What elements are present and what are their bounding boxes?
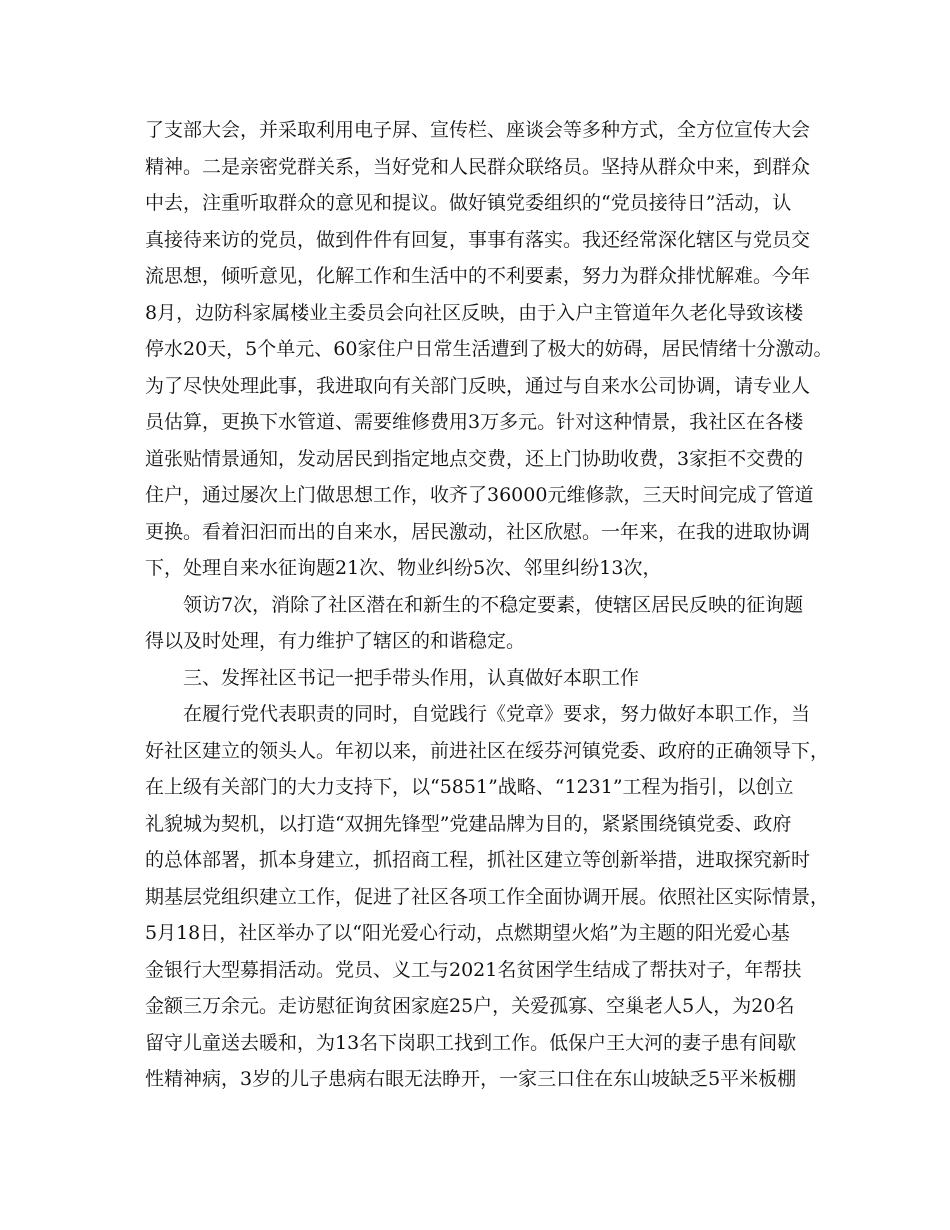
body-line: 道张贴情景通知，发动居民到指定地点交费，还上门协助收费，3家拒不交费的 xyxy=(145,447,804,470)
body-line: 停水20天，5个单元、60家住户日常生活遭到了极大的妨碍，居民情绪十分激动。 xyxy=(145,338,833,360)
body-line: 金银行大型募捐活动。党员、义工与2021名贫困学生结成了帮扶对子，年帮扶 xyxy=(145,958,802,981)
body-line: 的总体部署，抓本身建立，抓招商工程，抓社区建立等创新举措，进取探究新时 xyxy=(145,849,811,871)
paragraph-start-line: 在履行党代表职责的同时，自觉践行《党章》要求，努力做好本职工作，当 xyxy=(183,703,811,725)
body-line: 期基层党组织建立工作，促进了社区各项工作全面协调开展。依照社区实际情景， xyxy=(145,885,830,908)
body-line: 性精神病，3岁的儿子患病右眼无法睁开，一家三口住在东山坡缺乏5平米板棚 xyxy=(145,1068,797,1090)
paragraph-start-line: 领访7次，消除了社区潜在和新生的不稳定要素，使辖区居民反映的征询题 xyxy=(183,593,804,616)
body-line: 为了尽快处理此事，我进取向有关部门反映，通过与自来水公司协调，请专业人 xyxy=(145,374,811,397)
body-line: 礼貌城为契机，以打造“双拥先锋型”党建品牌为目的，紧紧围绕镇党委、政府 xyxy=(145,812,792,835)
body-line: 更换。看着汩汩而出的自来水，居民激动，社区欣慰。一年来，在我的进取协调 xyxy=(145,520,811,543)
body-line: 留守儿童送去暖和，为13名下岗职工找到工作。低保户王大河的妻子患有间歇 xyxy=(145,1031,797,1054)
document-body xyxy=(145,112,833,1098)
body-line: 好社区建立的领头人。年初以来，前进社区在绥芬河镇党委、政府的正确领导下， xyxy=(145,739,830,762)
body-line: 员估算，更换下水管道、需要维修费用3万多元。针对这种情景，我社区在各楼 xyxy=(145,411,804,433)
body-line: 8月，边防科家属楼业主委员会向社区反映，由于入户主管道年久老化导致该楼 xyxy=(145,301,804,324)
body-line: 精神。二是亲密党群关系，当好党和人民群众联络员。坚持从群众中来，到群众 xyxy=(145,155,811,178)
body-line: 下，处理自来水征询题21次、物业纠纷5次、邻里纠纷13次， xyxy=(145,557,662,579)
body-line: 真接待来访的党员，做到件件有回复，事事有落实。我还经常深化辖区与党员交 xyxy=(145,228,811,251)
body-line: 住户，通过屡次上门做思想工作，收齐了36000元维修款，三天时间完成了管道 xyxy=(145,484,814,506)
body-line: 中去，注重听取群众的意见和提议。做好镇党委组织的“党员接待日”活动，认 xyxy=(145,192,792,214)
body-line: 流思想，倾听意见，化解工作和生活中的不利要素，努力为群众排忧解难。今年 xyxy=(145,265,811,287)
body-line: 5月18日，社区举办了以“阳光爱心行动，点燃期望火焰”为主题的阳光爱心基 xyxy=(145,922,790,944)
body-line: 了支部大会，并采取利用电子屏、宣传栏、座谈会等多种方式，全方位宣传大会 xyxy=(145,119,811,141)
body-line: 金额三万余元。走访慰征询贫困家庭25户，关爱孤寡、空巢老人5人，为20名 xyxy=(145,995,795,1017)
body-line: 得以及时处理，有力维护了辖区的和谐稳定。 xyxy=(145,630,526,652)
body-line: 在上级有关部门的大力支持下，以“5851”战略、“1231”工程为指引，以创立 xyxy=(145,776,794,798)
section-heading: 三、发挥社区书记一把手带头作用，认真做好本职工作 xyxy=(183,666,640,689)
